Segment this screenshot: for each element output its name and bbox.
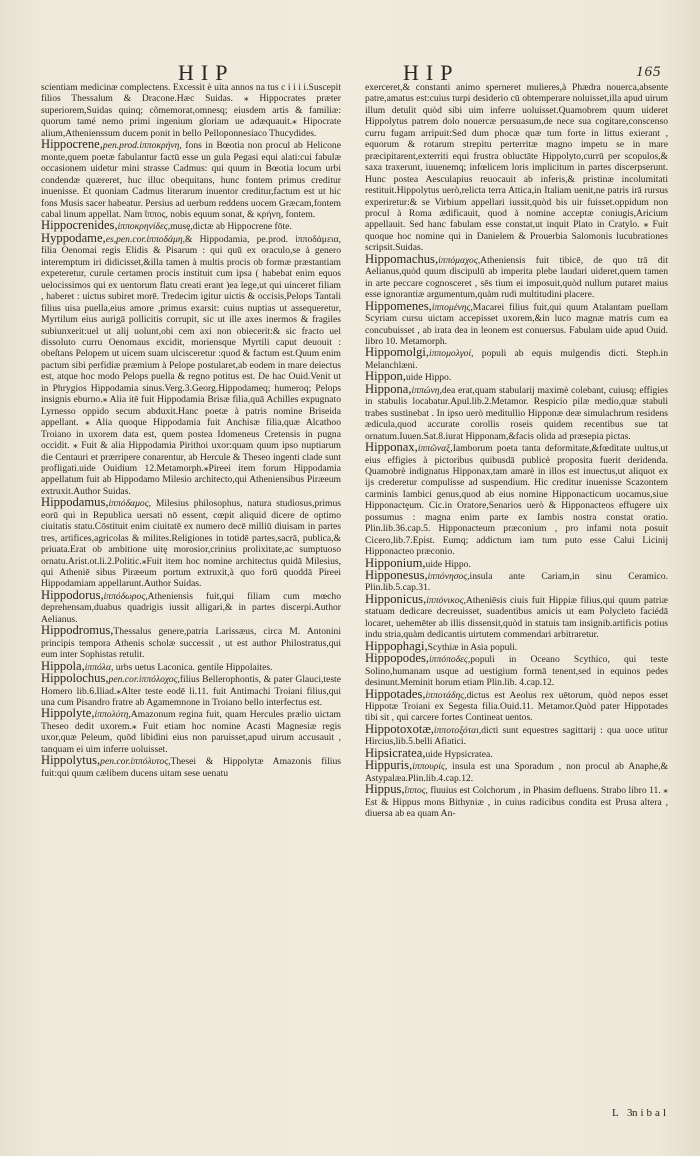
entry-headword: Hipponesus, xyxy=(365,568,428,583)
entry-greek-form: ἱππόδωρος, xyxy=(103,590,148,602)
entry-text: Thesei & Hippolytæ Amazonis filius fuit:qui quum cælibem ducens uitam sese uenatu xyxy=(41,756,341,779)
entry-headword: Hippolyte, xyxy=(41,706,95,721)
dictionary-entry xyxy=(365,381,668,442)
entry-text: Milesius philosophus, natura studiosus,primus eorū qui in Republica uersati nō essent, cœpit aliquid dicere de optimo ciuitatis statu.Cōstituit enim ciuitatē ex numero decē milliū diuisam in partes tres, artifices,agricolas & milites.Religiones in totidē partes,sacrā, publica,& priuata.Erat ob ambitione uitę morosior,crinius prolixitate,ac sumptuoso ornatu.Arist.ot.li.2.Politic.⁎Fuit item hoc nomine architectus quidā Milesius, qui Atheniē sibus Piræeum portum extruxit,à quo forū quoddā Pireei Hippodamiam appellarunt.Author Suidas. xyxy=(41,498,341,590)
entry-text: fons in Bœotia non procul ab Helicone monte,quem poetæ fabulantur factū esse un gula Pegasi equi alati:cui fabulæ occasionem uidetur mini strasse Cadmus: qui quum in Bœotia locum urbi condendæ quæreret, huc illuc obequitans, hunc fontem primus creditur inuenisse. Et quoniam Cadmus literarum inuentor creditur,factum est ut hic fons Musis sacer habeatur. Persius ad uerbum reddens uocem Græcam,fontem cabal linum appellat. Nam ἵππος, nobis equum sonat, & κρήνη, fontem. xyxy=(41,140,341,220)
dictionary-entry xyxy=(41,139,341,220)
entry-text: Atheniensis fuit,qui filiam cum mœcho deprehensam,duabus quadrigis iussit alligari,& in partes discerpi.Author Aelianus. xyxy=(41,590,341,625)
entry-headword: Hipponax, xyxy=(365,440,418,455)
entry-headword: Hipsicratea, xyxy=(365,745,426,760)
entry-headword: Hippocrene, xyxy=(41,137,103,152)
entry-greek-form: pen.prod.ἱπποκρήνη, xyxy=(102,140,182,152)
entry-text: filius Bellerophontis, & pater Glauci,teste Homero lib.6.Iliad.⁎Alter teste eodē li.11. fuit Antimachi Troiani filius,qui una cum Pisandro fratre ab Agamemnone in Troiano bello interfectus est. xyxy=(41,674,341,709)
entry-greek-form: es,pen.cor.ἱπποδάμη, xyxy=(105,233,186,245)
entry-headword: Hippotoxotæ, xyxy=(365,721,434,736)
dictionary-entry xyxy=(365,591,668,641)
entry-headword: Hippocrenides, xyxy=(41,218,118,233)
entry-greek-form: pen.cor.ἱππόλυτος, xyxy=(100,756,171,768)
entry-text: uide Hippo. xyxy=(425,558,471,570)
entry-greek-form: ἱππόποδες, xyxy=(429,654,471,666)
entry-text: insula ante Cariam,in sinu Ceramico. Plin.lib.5.cap.31. xyxy=(365,571,668,594)
dictionary-entry xyxy=(41,673,341,708)
entry-greek-form: ἱππόλα, xyxy=(84,661,114,673)
entry-headword: Hippolochus, xyxy=(41,671,109,686)
entry-text: fluuius est Colchorum , in Phasim defluens. Strabo libro 11. ⁎ Est & Hippus mons Bithyniæ , in cuius radicibus condita est Prusa altera , diuersa ab ea quam An- xyxy=(365,785,668,820)
dictionary-entry xyxy=(41,755,341,779)
entry-greek-form: ἵππος, xyxy=(404,785,428,797)
entry-greek-form: ἱππώνη, xyxy=(411,384,442,396)
entry-text: Thessalus genere,patria Larissæus, circa M. Antonini principis tempora Athenis scholæ successit , ut est author Philostratus,qui eum inter Sophistas retulit. xyxy=(41,626,341,661)
entry-headword: Hippophagi, xyxy=(365,638,428,653)
entry-headword: Hyppodame, xyxy=(41,230,106,245)
entry-headword: Hippodamus, xyxy=(41,495,109,510)
entry-headword: Hippomolgi, xyxy=(365,345,430,360)
entry-headword: Hippomachus, xyxy=(365,251,439,266)
entry-greek-form: ἱππόδαμος, xyxy=(108,498,151,510)
entry-text: scientiam medicinæ complectens. Excessit è uita annos na tus c i i i i.Suscepit filios Thessalum & Dracone.Hæc Suidas. ⁎ Hippocrates præter superiorem,Suidas quinq; cõmemorat,omnesq; eiusdem artis & familiæ: quorum tamé nemo primi ingenium gloriam ue adæquauit.⁎ Hipocrate alium,Athenienssum ducem ponit in bello Pelloponnesiaco Thucydides. xyxy=(41,82,341,139)
entry-headword: Hippon, xyxy=(365,369,406,384)
dictionary-entry xyxy=(365,82,668,254)
entry-headword: Hipponicus, xyxy=(365,591,427,606)
entry-headword: Hippodromus, xyxy=(41,623,114,638)
entry-text: Macarei filius fuit,qui quum Atalantam puellam Scyriam cursu uictam accepisset uxorem,&in luco magnæ matris cum ea concubuisset , ab irata dea in leonem est conuersus. Fabulam uide apud Ouid. libro 10. Metamorph. xyxy=(365,301,668,347)
entry-text: populi in Oceano Scythico, qui teste Solino,humanam usque ad uestigium formā tenent,sed in equinos pedes desinunt.Meminit horum etiam Plin.lib. 4.cap.12. xyxy=(365,654,668,689)
dictionary-entry xyxy=(365,686,668,724)
entry-headword: Hipponium, xyxy=(365,555,426,570)
dictionary-entry xyxy=(41,625,341,660)
entry-greek-form: ἱππόνικος, xyxy=(426,594,466,606)
entry-text: Atheniensis fuit tibicē, de quo trā dit Aelianus,quòd quum discipulū ab imperita plebe laudari uideret,quem tamen in arte peccare cognosceret , sēs tium ei imposuit,quòd nullum putaret maius esse ignorantiæ argumentum,quàm rudi multitudini placere. xyxy=(365,254,668,301)
entry-text: insula est una Sporadum , non procul ab Anaphe,& Astypalæa.Plin.lib.4.cap.12. xyxy=(365,761,668,784)
dictionary-entry xyxy=(365,347,668,371)
signature-mark: L 3 xyxy=(612,1107,636,1119)
entry-greek-form: ἱππόνησος, xyxy=(427,571,470,583)
entry-greek-form: ἱππῶναξ, xyxy=(417,443,453,455)
entry-headword: Hippona, xyxy=(365,381,412,396)
dictionary-entry xyxy=(365,442,668,558)
dictionary-entry xyxy=(365,298,668,348)
entry-headword: Hippus, xyxy=(365,782,405,797)
entry-text: dictus est Aeolus rex uētorum, quòd nepos esset Hippotæ Troiani ex Segesta filia.Ouid.11. Metamor.Quòd pater Hippotades tibi sit , qui carcere fortes Contineat uentos. xyxy=(365,689,668,724)
entry-text: & Hippodamia, pe.prod. ἱπποδάμεια, filia Oenomai regis Elidis & Pisarum : qui quū ex oraculo,se à genero interemptum iri didicisset,&illa tamen à multis procis ob formæ præstantiam expeteretur, curule certamen procis instituit cum ipsa ( habebat enim equos uelocissimos qui ex uentorum flatu creati erant )ea lege,ut qui uinceret filiam , haberet : uictus subiret morē. Tredecim igitur uictis & occisis,Pelops Tantali filius uisa puella,eius amore ,primus exarsit: cuius nuptias ut assequeretur, Myrtilum eius aurigā pollicitis corrupit, sic ut ille axes inermos & fragiles subiunxerit:uel ut alij uolunt,obi cem axi non obiecerit:& sic fracto uel dissoluto curru Oenomaus excidit, moriensque Myrtili caput deuouit : obeſtans Pelopem ut uicem suam ulcisceretur :quod & factum est.Quum enim pactum sibi perfidiæ præmium à Pelope postularet,ab eodem in mare deiectus est, atque hoc modo Pelops puella & regno potitus est. De hac Ouid.Venit ut in Phrygios Hippodamia sinus.Verg.3.Georg.Hippodameq; humeroq; Pelops insignis eburno.⁎ Alia itē fuit Hippodamia Brisæ filia,quā Achilles expugnato Lyrnesso oppido secum abduxit.Hanc poetæ à patris nomine Briseida appellant. ⁎ Alia quoque Hippodamia fuit Anchisæ filia,quæ Alcathoo Troiano in uxorem data est, quem postea Idomeneus Cretensis in pugna occidit. ⁎ Fuit & alia Hippodamia Pirithoi uxor:quam quum ipso nuptiarum die Centauri et prærripere conarentur, ab Hercule & Theseo ingenti clade sunt profligati.uide Ouidium 12.Metamorph.⁎Pireei item forum Hippodamia appellatum fuit ab Hippodamo Milesio architecto,qui Atheniensibus Piræeum extruxit.Author Suidas. xyxy=(41,233,341,497)
entry-headword: Hippotades, xyxy=(365,686,426,701)
entry-greek-form: ἱππομολγοί, xyxy=(429,348,474,360)
entry-greek-form: ἱππολύτη, xyxy=(94,709,131,721)
entry-text: Atheniēsis ciuis fuit Hippiæ filius,qui quum patriæ statuam dedicare decreuisset, suadentibus amicis ut eam Polycleto faciédā locaret, uehemēter ab illis dissensit,quòd in statuis tam insignib.artificis potius indu stria,quàm dedicantis uirtutem commendari arbitraretur. xyxy=(365,594,668,641)
entry-headword: Hippomenes, xyxy=(365,298,432,313)
entry-text: dea erat,quam stabularij maximè colebant, cuiusq; effigies in stabulis locabatur.Apul.lib.2.Metamor. Respicio pilæ medio,quæ stabuli trabes sustinebat . In ipso uerò meditullio Hipponæ deæ simulachrum residens ædicula,quod accurate corollis roseis quidem recentibus sue tat ornatum.Iuuen.Sat.8.iurat Hipponam,&facis olida ad præsepia pictas. xyxy=(365,384,668,442)
catchword: nibal xyxy=(632,1107,669,1119)
entry-greek-form: ἱππουρίς, xyxy=(412,761,448,773)
running-head-right: HIP xyxy=(403,60,460,85)
entry-text: Iamborum poeta tanta deformitate,&fœditate uultus,ut eius effigies à pictoribus quibusdā publicè proposita fuerit deridenda. Quamobrè indignatus Hipponax,tam amarè in illos est inuectus,ut aliquot ex ijs crederetur compulisse ad suspendium. Hic creditur inuenisse Scazontem carminis Iambici genus,quod ab eius nomine Hipponacticum uocamus,siue Hipponactęum. Cic.in Oratore,Senarios uerò & Hipponacteos effugere uix possumus : magna enim parte ex Iambis nostra constat oratio. Plin.lib.36.cap.5. Hipponacteum præconium , pro infami nota posuit Cicero,lib.7.Epist. Eumq; addictum iam tum puto esse Calui Licinij Hipponacteo præconio. xyxy=(365,443,668,558)
page-number: 165 xyxy=(636,64,662,80)
entry-greek-form: pen.cor.ἱππόλοχος, xyxy=(108,674,180,686)
dictionary-entry xyxy=(41,82,341,139)
dictionary-entry xyxy=(365,251,668,301)
dictionary-entry xyxy=(365,721,668,748)
entry-text: populi ab equis mulgendis dicti. Steph.in Melanchlæni. xyxy=(365,348,668,371)
entry-headword: Hippodorus, xyxy=(41,587,104,602)
entry-text: urbs uetus Laconica. gentile Hippolaites. xyxy=(113,661,273,673)
dictionary-entry xyxy=(41,497,341,590)
entry-headword: Hippopodes, xyxy=(365,651,430,666)
entry-greek-form: ἱπποκρηνίδες, xyxy=(117,221,171,233)
entry-greek-form: ἱπποτάδης, xyxy=(425,689,467,701)
dictionary-entry xyxy=(365,570,668,594)
entry-text: Amazonum regina fuit, quam Hercules prælio uictam Theseo dedit uxorem.⁎ Fuit etiam hoc nomine Acasti Magnesiæ regis uxor,quæ Peleum, quōd libidini eius non paruisset,apud uirum accusauit , tanquam ei uim inferre uoluisset. xyxy=(41,709,341,755)
entry-headword: Hippolytus, xyxy=(41,753,101,768)
entry-headword: Hippola, xyxy=(41,658,85,673)
entry-greek-form: ἱππόμαχος, xyxy=(438,254,481,266)
entry-greek-form: ἱπποτοξόται, xyxy=(433,724,482,736)
dictionary-entry xyxy=(365,784,668,819)
dictionary-entry xyxy=(41,708,341,755)
entry-text: musę,dictæ ab Hippocrene fōte. xyxy=(170,221,292,233)
entry-text: uide Hippo. xyxy=(405,372,452,384)
dictionary-entry xyxy=(365,760,668,784)
entry-text: dicti sunt equestres sagittarij : qua uoce utitur Hircius,lib.5.belli Afiatici. xyxy=(365,724,668,748)
entry-text: exerceret,& constanti animo sperneret mulieres,à Phædra nouerca,absente patre,amatus est:cuius turpi desiderio cū obtemperare noluisset,illa apud uirum illum detulit quòd sibi uim inferre uoluisset.Quamobrem quum uideret Hippolytus patrem dolo nouercæ persuasum,de nece sua cogitare,conscenso curru fugam arripuit:Sed dum phocæ quæ tum forte in littus exierant , equorum & rotarum strepitu perterritæ magno impetu se in mare præcipitarent,exterriti equi frustra obluctāte Hippolyto,currū per scopulos,& saxa traxerunt, iuuenemq; infœlicem loris implicitum in partes discerpserunt. Hunc postea Aesculapius reuocauit ab inferis,& pristinæ incolumitati restituit.Hippolytus uerò,relicta terra Attica,in Italiam uenit,ne patris irā rursus experiretur:& se Virbium appellari iussit,quòd bis uir fuisset.oppidum non procul à Roma ædificauit, quod à nomine acceptæ coniugis,Aricium appellauit. Sed hanc fabulam esse constat,ut inquit Plato in Cratylo. ⁎ Fuit quoque hoc nomine qui in Danielem & Prouerbia Salomonis lucubrationes scripsit.Suidas. xyxy=(365,82,668,254)
dictionary-entry xyxy=(41,230,341,497)
entry-text: uide Hypsicratea. xyxy=(425,748,493,760)
running-head-left: HIP xyxy=(178,60,235,85)
left-column xyxy=(41,82,341,1107)
dictionary-entry xyxy=(41,587,341,625)
entry-text: Scythiæ in Asia populi. xyxy=(427,641,518,653)
entry-greek-form: ἱππομένης, xyxy=(431,301,473,313)
right-column xyxy=(365,82,668,1107)
entry-headword: Hippuris, xyxy=(365,758,413,773)
dictionary-entry xyxy=(365,653,668,688)
